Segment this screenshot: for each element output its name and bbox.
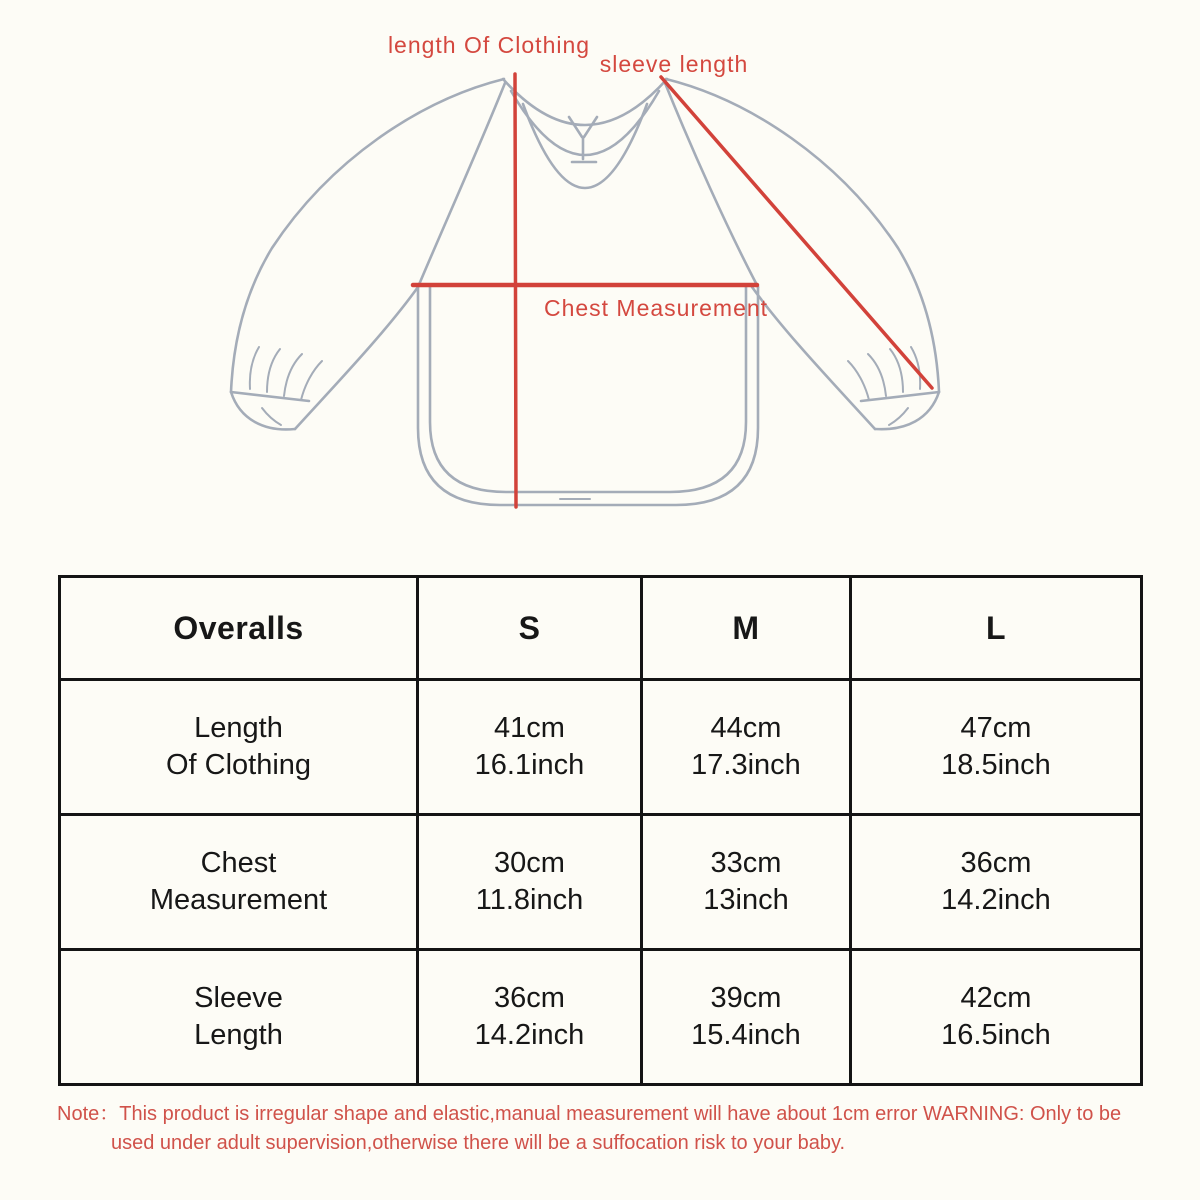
neckline-arc-inner [523,104,647,188]
raglan-seam-left [418,83,505,287]
garment-outline [231,79,939,505]
value-inch: 17.3inch [691,749,801,781]
value-inch: 16.5inch [941,1019,1051,1051]
row-label-line: Measurement [149,884,328,916]
row-label-line: Length [194,1019,283,1051]
value-cell-l [851,680,1142,815]
value-inch: 13inch [703,884,789,916]
table-row-sleeve-length [60,950,1142,1085]
value-inch: 16.1inch [474,749,585,781]
raglan-seam-right [665,83,758,287]
value-cm: 42cm [960,982,1032,1014]
note-line-1: Note：This product is irregular shape and elastic,manual measurement will have about 1cm error WARNING: Only to be [57,1103,1122,1125]
sleeve-length-label: sleeve length [599,51,749,77]
value-inch: 18.5inch [941,749,1051,781]
value-cell-m [642,815,851,950]
note-line-2: used under adult supervision,otherwise there will be a suffocation risk to your baby. [111,1132,846,1154]
value-cm: 39cm [710,982,782,1014]
garment-diagram [0,0,1200,565]
size-table [58,575,1143,1086]
value-cell-m [642,680,851,815]
note-text [57,1100,1200,1158]
row-label-line: Length [194,712,283,744]
value-cm: 33cm [710,847,782,879]
measurement-lines [413,74,932,507]
table-row-length-of-clothing [60,680,1142,815]
row-label-cell [60,680,418,815]
measurement-labels [388,32,768,321]
value-cell-s [418,680,642,815]
value-inch: 14.2inch [474,1019,585,1051]
length-measurement-line [515,74,516,507]
row-label-cell [60,950,418,1085]
table-header-size-s: S [418,577,642,680]
value-inch: 15.4inch [691,1019,801,1051]
chest-measurement-label: Chest Measurement [543,295,769,321]
value-cm: 41cm [494,712,565,744]
row-label-line: Sleeve [194,982,283,1014]
table-header-size-l: L [851,577,1142,680]
value-cm: 36cm [494,982,565,1014]
value-cell-s [418,815,642,950]
value-cell-m [642,950,851,1085]
value-inch: 14.2inch [941,884,1051,916]
table-row-chest-measurement [60,815,1142,950]
table-header-overalls: Overalls [60,577,418,680]
cuff-gathers-right [848,347,920,425]
row-label-line: Chest [200,847,277,879]
value-cm: 47cm [960,712,1032,744]
row-label-cell [60,815,418,950]
neckline-arc-middle [511,91,659,155]
left-sleeve [231,79,504,429]
value-cell-s [418,950,642,1085]
value-cell-l [851,815,1142,950]
table-header-size-m: M [642,577,851,680]
value-cm: 30cm [494,847,565,879]
value-inch: 11.8inch [475,884,584,916]
value-cm: 36cm [960,847,1032,879]
table-header-row [60,577,1142,680]
length-of-clothing-label: length Of Clothing [387,32,591,58]
garment-illustration [0,0,1200,565]
value-cm: 44cm [710,712,782,744]
value-cell-l [851,950,1142,1085]
cuff-gathers-left [250,347,322,425]
row-label-line: Of Clothing [165,749,312,781]
